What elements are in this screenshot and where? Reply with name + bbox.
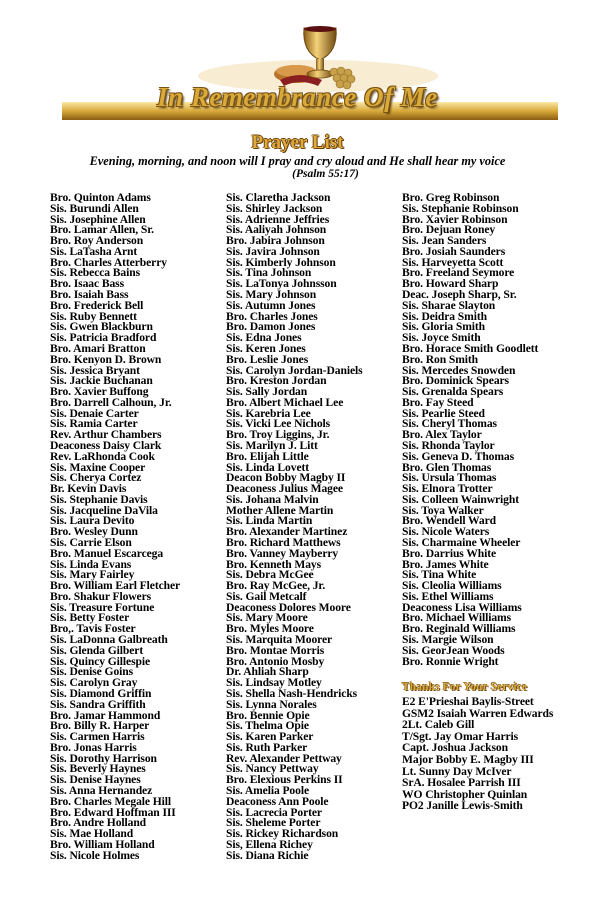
list-item: Sis. Linda Martin	[226, 514, 313, 528]
list-item: Bro. Darrell Calhoun, Jr.	[50, 395, 172, 409]
list-item: Deaconess Julius Magee	[226, 482, 343, 496]
list-item: Sis. Mary Johnson	[226, 288, 317, 302]
list-item: Bro. Montae Morris	[226, 643, 325, 657]
list-item: Sis. Carmen Harris	[50, 730, 145, 744]
list-item: Sis. Cherya Cortez	[50, 471, 142, 485]
list-item: Sis. Geneva D. Thomas	[402, 449, 515, 463]
service-list-item: WO Christopher Quinlan	[402, 787, 528, 801]
list-item: Sis. Denise Haynes	[50, 773, 141, 787]
list-item: Bro. Vanney Mayberry	[226, 546, 339, 560]
list-item: Bro. Ronnie Wright	[402, 654, 499, 668]
list-item: Deacon Bobby Magby II	[226, 471, 346, 485]
list-item: Sis. Denaie Carter	[50, 406, 139, 420]
list-item: Bro. Glen Thomas	[402, 460, 492, 474]
list-item: Bro. Alexander Martinez	[226, 525, 348, 539]
header-banner	[0, 0, 595, 125]
list-item: Rev. Arthur Chambers	[50, 428, 162, 442]
service-heading: Thanks For Your Service	[402, 681, 528, 693]
list-item: Bro,. Tavis Foster	[50, 622, 136, 636]
list-item: Sis. Carrie Elson	[50, 536, 132, 549]
service-list-item: Major Bobby E. Magby III	[402, 752, 534, 766]
list-item: Sis. Amelia Poole	[226, 783, 309, 797]
list-item: Bro. Charles Atterberry	[50, 255, 167, 269]
list-item: Sis. Rebecca Bains	[50, 266, 140, 280]
list-item: Sis. Sheleme Porter	[226, 816, 321, 830]
list-item: Deaconess Daisy Clark	[50, 438, 162, 452]
list-item: Bro. Ray McGee, Jr.	[226, 579, 326, 593]
list-item: Sis. Colleen Wainwright	[402, 492, 519, 506]
banner-title: In Remembrance Of Me	[157, 82, 438, 112]
list-item: Bro. Edward Hoffman III	[50, 805, 176, 819]
list-item: Bro. Howard Sharp	[402, 277, 499, 291]
list-item: Mother Allene Martin	[226, 503, 334, 517]
list-item: Bro. Bennie Opie	[226, 708, 310, 722]
name-column-3	[402, 193, 538, 667]
list-item: Bro. Shakur Flowers	[50, 589, 152, 603]
list-item: Sis. Tina Johnson	[226, 266, 312, 280]
list-item: Sis. Charmaine Wheeler	[402, 536, 521, 549]
list-item: Bro. Quinton Adams	[50, 191, 151, 204]
list-item: Bro. William Earl Fletcher	[50, 579, 181, 593]
service-list	[402, 696, 553, 812]
list-item: Bro. Ron Smith	[402, 352, 479, 366]
list-item: Bro. Amari Bratton	[50, 341, 146, 355]
list-item: Bro. Reginald Williams	[402, 622, 516, 636]
list-item: Sis. Aaliyah Johnson	[226, 223, 327, 237]
list-item: Sis. Cleolia Williams	[402, 579, 502, 593]
list-item: Sis. Lacrecia Porter	[226, 805, 322, 819]
list-item: Bro. Jabira Johnson	[226, 234, 325, 248]
list-item: Sis. Betty Foster	[50, 611, 130, 625]
scripture-reference: (Psalm 55:17)	[292, 168, 359, 180]
list-item: Bro. Dominick Spears	[402, 374, 509, 388]
list-item: Sis. Harveyetta Scott	[402, 255, 504, 269]
list-item: Sis. Mercedes Snowden	[402, 363, 516, 377]
list-item: Sis. Diana Richie	[226, 848, 309, 862]
list-item: Bro. Michael Williams	[402, 611, 512, 625]
list-item: Bro. Andre Holland	[50, 816, 147, 830]
list-item: Sis. Jackie Buchanan	[50, 374, 153, 388]
list-item: Deac. Joseph Sharp, Sr.	[402, 288, 517, 302]
list-item: Sis. Vicki Lee Nichols	[226, 417, 331, 431]
list-item: Sis. Diamond Griffin	[50, 686, 152, 700]
list-item: Bro. William Holland	[50, 837, 155, 851]
name-column-1	[50, 193, 180, 861]
service-list-item: PO2 Janille Lewis-Smith	[402, 799, 523, 813]
list-item: Sis. Beverly Haynes	[50, 762, 146, 776]
list-item: Sis. Shella Nash-Hendricks	[226, 686, 358, 700]
list-item: Sis. LaTasha Arnt	[50, 244, 138, 258]
list-item: Sis. Jean Sanders	[402, 234, 487, 248]
list-item: Bro. Elijah Little	[226, 449, 309, 463]
list-item: Sis. Johana Malvin	[226, 492, 319, 506]
list-item: Bro. Lamar Allen, Sr.	[50, 223, 154, 237]
list-item: Sis. Dorothy Harrison	[50, 751, 157, 765]
list-item: Sis. Karebria Lee	[226, 406, 311, 420]
list-item: Sis. Sally Jordan	[226, 385, 308, 399]
list-item: Rev. Alexander Pettway	[226, 751, 342, 765]
list-item: Sis. Quincy Gillespie	[50, 654, 151, 668]
list-item: Deaconess Ann Poole	[226, 794, 329, 808]
list-item: Sis. Laura Devito	[50, 514, 135, 528]
list-item: Sis. Glenda Gilbert	[50, 643, 144, 657]
list-item: Bro. Charles Megale Hill	[50, 794, 172, 808]
list-item: Deaconess Dolores Moore	[226, 600, 351, 614]
list-item: Sis. Stephanie Davis	[50, 492, 148, 506]
list-item: Bro. Horace Smith Goodlett	[402, 341, 539, 355]
list-item: Sis. Toya Walker	[402, 503, 484, 517]
service-list-item: Capt. Joshua Jackson	[402, 741, 508, 755]
list-item: Sis. Carolyn Jordan-Daniels	[226, 363, 363, 377]
list-item: Bro. Antonio Mosby	[226, 654, 325, 668]
list-item: Bro. Greg Robinson	[402, 191, 500, 204]
list-item: Sis. Anna Hernandez	[50, 783, 153, 797]
list-item: Bro. James White	[402, 557, 489, 571]
list-item: Sis. Maxine Cooper	[50, 460, 146, 474]
list-item: Bro. Wesley Dunn	[50, 525, 138, 539]
list-item: Sis. Linda Evans	[50, 557, 132, 571]
list-item: Sis, Ellena Richey	[226, 837, 313, 851]
service-list-item: SrA. Hosalee Parrish III	[402, 776, 521, 790]
service-list-item: GSM2 Isaiah Warren Edwards	[402, 706, 554, 720]
list-item: Bro. Fay Steed	[402, 395, 474, 409]
list-item: Bro. Kenyon D. Brown	[50, 352, 162, 366]
list-item: Sis. Treasure Fortune	[50, 600, 155, 614]
list-item: Sis. Carolyn Gray	[50, 676, 138, 690]
list-item: Bro. Manuel Escarcega	[50, 546, 164, 560]
list-item: Bro. Jonas Harris	[50, 740, 137, 754]
list-item: Sis. Lynna Norales	[226, 697, 317, 711]
list-item: Sis. Jacqueline DaVila	[50, 503, 158, 517]
list-item: Sis. Marquita Moorer	[226, 633, 333, 647]
list-item: Bro. Kenneth Mays	[226, 557, 322, 571]
list-item: Sis. Gloria Smith	[402, 320, 486, 334]
list-item: Sis. Sharae Slayton	[402, 298, 496, 312]
list-item: Sis. Claretha Jackson	[226, 191, 331, 204]
list-item: Sis. Ursula Thomas	[402, 471, 497, 485]
list-item: Sis. Lindsay Motley	[226, 676, 322, 690]
list-item: Bro. Billy R. Harper	[50, 719, 150, 733]
list-item: Bro. Roy Anderson	[50, 234, 144, 248]
list-item: Sis. Karen Parker	[226, 730, 314, 744]
list-item: Sis. Ramia Carter	[50, 417, 138, 431]
list-item: Sis. GeorJean Woods	[402, 643, 505, 657]
service-list-item: 2Lt. Caleb Gill	[402, 718, 475, 732]
list-item: Bro. Isaiah Bass	[50, 288, 129, 302]
list-item: Sis. Autumn Jones	[226, 298, 316, 312]
list-item: Bro. Frederick Bell	[50, 298, 144, 312]
list-item: Sis. Edna Jones	[226, 331, 302, 345]
list-item: Sis. Cheryl Thomas	[402, 417, 497, 431]
list-item: Sis. Tina White	[402, 568, 477, 582]
name-column-2	[226, 193, 363, 861]
list-item: Bro. Charles Jones	[226, 309, 318, 323]
list-item: Rev. LaRhonda Cook	[50, 449, 155, 463]
list-item: Sis. Pearlie Steed	[402, 406, 485, 420]
list-item: Sis. Marilyn J. Litt	[226, 438, 318, 452]
list-item: Sis. Patricia Bradford	[50, 331, 157, 345]
service-list-item: Lt. Sunny Day McIver	[402, 764, 512, 778]
list-item: Sis. Thelma Opie	[226, 719, 309, 733]
list-item: Bro. Xavier Buffong	[50, 385, 149, 399]
list-item: Bro. Darrius White	[402, 546, 497, 560]
list-item: Br. Kevin Davis	[50, 482, 127, 496]
list-item: Bro. Damon Jones	[226, 320, 316, 334]
list-item: Sis. Ethel Williams	[402, 589, 494, 603]
list-item: Sis. Jessica Bryant	[50, 363, 140, 377]
list-item: Sis. Ruth Parker	[226, 740, 308, 754]
list-item: Sis. Shirley Jackson	[226, 201, 323, 215]
list-item: Sis. Burundi Allen	[50, 201, 139, 215]
list-item: Sis. Gail Metcalf	[226, 589, 307, 603]
list-item: Sis. Nancy Pettway	[226, 762, 319, 776]
list-item: Sis. Javira Johnson	[226, 244, 320, 258]
list-item: Bro. Leslie Jones	[226, 352, 309, 366]
list-item: Bro. Myles Moore	[226, 622, 314, 636]
list-item: Sis. Stephanie Robinson	[402, 201, 519, 215]
page-title: Prayer List	[251, 132, 344, 153]
list-item: Bro. Wendell Ward	[402, 514, 496, 528]
list-item: Sis. Grenalda Spears	[402, 385, 504, 399]
list-item: Bro. Isaac Bass	[50, 277, 124, 291]
list-item: Sis. Keren Jones	[226, 341, 306, 355]
list-item: Bro. Freeland Seymore	[402, 266, 515, 280]
list-item: Sis. Rhonda Taylor	[402, 438, 495, 452]
list-item: Sis. Nicole Holmes	[50, 848, 140, 862]
list-item: Sis. Kimberly Johnson	[226, 255, 336, 269]
list-item: Sis. Denise Goins	[50, 665, 134, 679]
list-item: Sis. Joyce Smith	[402, 331, 481, 345]
scripture-verse: Evening, morning, and noon will I pray and cry aloud and He shall hear my voice	[89, 154, 506, 168]
list-item: Sis. LaTonya Johnsson	[226, 277, 337, 291]
list-item: Bro. Albert Michael Lee	[226, 395, 344, 409]
list-item: Sis. Gwen Blackburn	[50, 320, 153, 334]
service-list-item: E2 E'Prieshai Baylis-Street	[402, 695, 534, 708]
service-list-item: T/Sgt. Jay Omar Harris	[402, 729, 519, 743]
list-item: Bro. Alex Taylor	[402, 428, 482, 442]
list-item: Sis. Mary Moore	[226, 611, 308, 625]
list-item: Sis. Mae Holland	[50, 827, 134, 841]
list-item: Sis. Linda Lovett	[226, 460, 310, 474]
list-item: Bro. Josiah Saunders	[402, 244, 506, 258]
list-item: Sis. LaDonna Galbreath	[50, 633, 168, 647]
list-item: Bro. Xavier Robinson	[402, 212, 508, 226]
list-item: Bro. Troy Liggins, Jr.	[226, 428, 330, 442]
list-item: Sis. Nicole Waters	[402, 525, 490, 539]
list-item: Sis. Josephine Allen	[50, 212, 146, 226]
list-item: Sis. Mary Fairley	[50, 568, 135, 582]
list-item: Sis. Debra McGee	[226, 568, 314, 582]
list-item: Bro. Dejuan Roney	[402, 223, 496, 237]
list-item: Bro. Jamar Hammond	[50, 708, 161, 722]
list-item: Bro. Richard Matthews	[226, 536, 341, 549]
list-item: Sis. Adrienne Jeffries	[226, 212, 330, 226]
list-item: Sis. Elnora Trotter	[402, 482, 493, 496]
list-item: Sis. Rickey Richardson	[226, 827, 339, 841]
list-item: Sis. Deidra Smith	[402, 309, 487, 323]
list-item: Bro. Elexious Perkins II	[226, 773, 343, 787]
list-item: Bro. Kreston Jordan	[226, 374, 327, 388]
list-item: Sis. Sandra Griffith	[50, 697, 146, 711]
list-item: Sis. Margie Wilson	[402, 633, 494, 647]
list-item: Sis. Ruby Bennett	[50, 309, 137, 323]
list-item: Dr. Ahliah Sharp	[226, 665, 309, 679]
list-item: Deaconess Lisa Williams	[402, 600, 522, 614]
